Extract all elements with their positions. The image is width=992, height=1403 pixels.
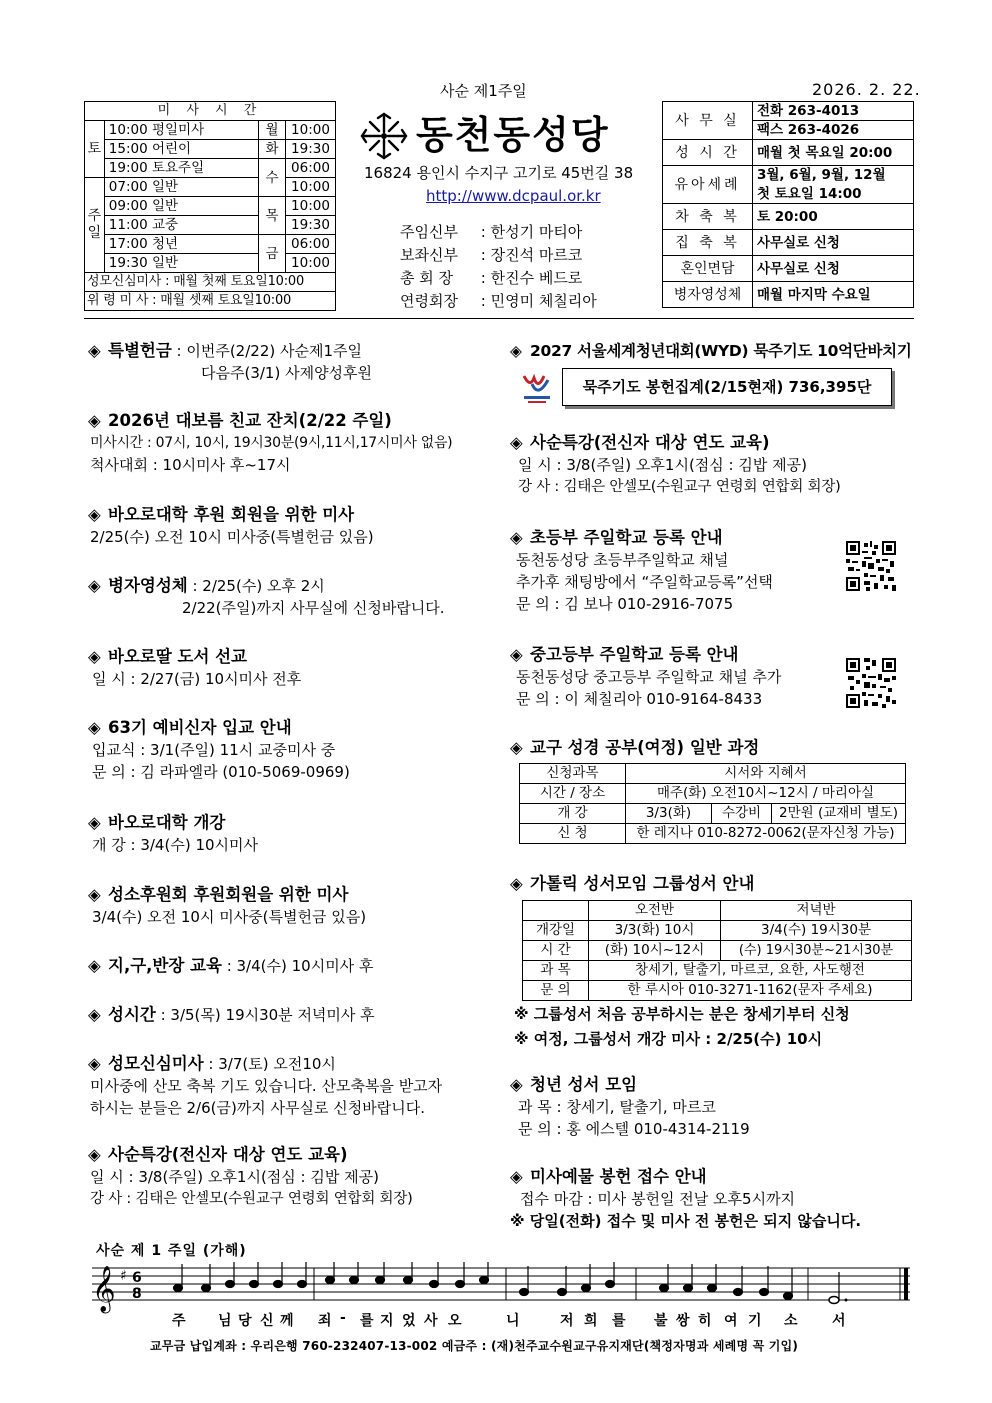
marian-mass-info: 성모신심미사 : 매월 첫째 토요일10:00 <box>85 273 336 292</box>
office-key: 성 시 간 <box>663 140 753 166</box>
table-cell: 한 루시아 010-3271-1162(문자 주세요) <box>589 981 912 1001</box>
diamond-icon: ◈ <box>510 528 523 547</box>
mass-time: 07:00 일반 <box>104 178 258 197</box>
table-cell: 2만원 (교재비 별도) <box>772 804 906 824</box>
weekday-time: 06:00 <box>286 235 336 254</box>
diamond-icon: ◈ <box>510 433 523 452</box>
weekday-time: 10:00 <box>286 178 336 197</box>
diamond-icon: ◈ <box>510 738 523 757</box>
weekday-time: 19:30 <box>286 216 336 235</box>
footer-account-info: 교무금 납입계좌 : 우리은행 760-232407-13-002 예금주 : (재)천주교수원교구유지재단(책정자명과 세례명 꼭 기입) <box>150 1339 799 1353</box>
table-cell: 오전반 <box>589 901 721 921</box>
diamond-icon: ◈ <box>88 1054 101 1073</box>
svg-text:6: 6 <box>132 1270 142 1286</box>
office-value: 사무실로 신청 <box>753 230 914 256</box>
office-phone: 전화 263-4013 <box>753 102 914 121</box>
office-key: 혼인면담 <box>663 256 753 282</box>
treble-clef-icon: 𝄞 <box>92 1266 116 1312</box>
bible-study-table <box>519 763 906 844</box>
notice-elementary-school: ◈ 초등부 주일학교 등록 안내 동천동성당 초등부주일학교 채널 추가후 채팅방에서 “주일학교등록”선택 문 의 : 김 보나 010-2916-7075 <box>510 528 773 613</box>
notice-lenten-lecture-right: ◈ 사순특강(전신자 대상 연도 교육) 일 시 : 3/8(주일) 오후1시(점심 : 김밥 제공) 강 사 : 김태은 안셀모(수원교구 연령회 연합회 회장) <box>510 433 841 495</box>
mass-time: 11:00 교중 <box>104 216 258 235</box>
mass-time: 19:00 토요주일 <box>104 159 258 178</box>
weekday-time: 10:00 <box>286 197 336 216</box>
mass-table-title: 미 사 시 간 <box>85 102 336 121</box>
table-cell: 3/3(화) <box>626 804 712 824</box>
table-cell: 시간 / 장소 <box>520 784 626 804</box>
weekday-label: 수 <box>258 159 285 197</box>
bulletin-date: 2026. 2. 22. <box>812 80 921 99</box>
weekday-label: 금 <box>258 235 285 273</box>
weekday-time: 06:00 <box>286 159 336 178</box>
notice-sick-communion: ◈ 병자영성체 : 2/25(수) 오후 2시 2/22(주일)까지 사무실에 신청바랍니다. <box>88 576 445 617</box>
table-cell: 신청과목 <box>520 764 626 784</box>
table-cell: 시서와 지혜서 <box>626 764 906 784</box>
church-address: 16824 용인시 수지구 고기로 45번길 38 <box>364 164 634 182</box>
office-value: 3월, 6월, 9월, 12월 <box>753 166 914 185</box>
diamond-icon: ◈ <box>88 647 101 666</box>
office-key: 차 축 복 <box>663 204 753 230</box>
notice-vocation-mass: ◈ 성소후원회 후원회원을 위한 미사 3/4(수) 오전 10시 미사중(특별헌금 있음) <box>88 885 367 926</box>
church-website-link[interactable]: http://www.dcpaul.or.kr <box>426 187 601 205</box>
table-cell: 시 간 <box>523 941 589 961</box>
clergy-row: 보좌신부 : 장진석 마르코 <box>400 246 583 264</box>
diamond-icon: ◈ <box>88 576 101 595</box>
table-cell: 매주(화) 오전10시~12시 / 마리아실 <box>626 784 906 804</box>
notice-mass-offering: ◈ 미사예물 봉헌 접수 안내 접수 마감 : 미사 봉헌일 전날 오후5시까지 ※ 당일(전화) 접수 및 미사 전 봉헌은 되지 않습니다. <box>510 1167 862 1230</box>
diamond-icon: ◈ <box>510 1167 523 1186</box>
table-cell: 신 청 <box>520 824 626 844</box>
sunday-label: 주일 <box>85 178 105 273</box>
table-cell: 수강비 <box>712 804 772 824</box>
saturday-label: 토 <box>85 121 105 178</box>
rosary-count-box: 묵주기도 봉헌집계(2/15현재) 736,395단 <box>562 368 892 406</box>
diamond-icon: ◈ <box>510 645 523 664</box>
diamond-icon: ◈ <box>88 1005 101 1024</box>
office-value: 첫 토요일 14:00 <box>753 185 914 204</box>
mass-time: 17:00 청년 <box>104 235 258 254</box>
office-key: 유아세례 <box>663 166 753 204</box>
table-cell: 창세기, 탈출기, 마르코, 요한, 사도행전 <box>589 961 912 981</box>
diamond-icon: ◈ <box>510 874 523 893</box>
weekday-time: 10:00 <box>286 254 336 273</box>
qr-code-icon[interactable] <box>846 541 896 591</box>
table-cell <box>523 901 589 921</box>
table-cell: 저녁반 <box>721 901 912 921</box>
table-cell: 3/3(화) 10시 <box>589 921 721 941</box>
notice-catechumen: ◈ 63기 예비신자 입교 안내 입교식 : 3/1(주일) 11시 교중미사 중 문 의 : 김 라파엘라 (010-5069-0969) <box>88 718 350 781</box>
bible-group-table <box>522 900 912 1001</box>
church-logo-icon <box>356 108 412 164</box>
mass-time: 09:00 일반 <box>104 197 258 216</box>
office-fax: 팩스 263-4026 <box>753 121 914 140</box>
office-value: 매월 마지막 수요일 <box>753 282 914 308</box>
clergy-row: 주임신부 : 한성기 마티아 <box>400 223 583 241</box>
table-cell: (화) 10시~12시 <box>589 941 721 961</box>
notice-youth-bible: ◈ 청년 성서 모임 과 목 : 창세기, 탈출기, 마르코 문 의 : 홍 에스텔 010-4314-2119 <box>510 1075 750 1138</box>
diamond-icon: ◈ <box>88 813 101 832</box>
office-key: 병자영성체 <box>663 282 753 308</box>
weekday-label: 월 <box>258 121 285 140</box>
qr-code-icon[interactable] <box>846 658 896 708</box>
weekday-time: 19:30 <box>286 140 336 159</box>
office-value: 토 20:00 <box>753 204 914 230</box>
wyd-logo-icon <box>520 370 554 408</box>
diamond-icon: ◈ <box>88 505 101 524</box>
week-label: 사순 제1주일 <box>440 82 527 100</box>
table-cell: 개강일 <box>523 921 589 941</box>
office-value: 매월 첫 목요일 20:00 <box>753 140 914 166</box>
notice-leader-education: ◈ 지,구,반장 교육 : 3/4(수) 10시미사 후 <box>88 956 374 975</box>
notice-festival: ◈ 2026년 대보름 친교 잔치(2/22 주일) 미사시간 : 07시, 10시, 19시30분(9시,11시,17시미사 없음) 척사대회 : 10시미사 후~17시 <box>88 411 453 474</box>
bible-group-notes: ※ 그룹성서 처음 공부하시는 분은 창세기부터 신청 ※ 여정, 그룹성서 개강 미사 : 2/25(수) 10시 <box>514 1005 850 1048</box>
mass-time: 10:00 평일미사 <box>104 121 258 140</box>
notice-wyd-rosary: ◈ 2027 서울세계청년대회(WYD) 묵주기도 10억단바치기 <box>510 342 912 360</box>
diamond-icon: ◈ <box>510 1075 523 1094</box>
requiem-mass-info: 위 령 미 사 : 매월 셋째 토요일10:00 <box>85 292 336 311</box>
notice-bible-study: ◈ 교구 성경 공부(여정) 일반 과정 <box>510 738 760 757</box>
weekday-label: 화 <box>258 140 285 159</box>
office-value: 사무실로 신청 <box>753 256 914 282</box>
table-cell: 3/4(수) 19시30분 <box>721 921 912 941</box>
table-cell: (수) 19시30분~21시30분 <box>721 941 912 961</box>
diamond-icon: ◈ <box>88 1145 101 1164</box>
notice-bible-group: ◈ 가톨릭 성서모임 그룹성서 안내 <box>510 874 755 893</box>
table-cell: 과 목 <box>523 961 589 981</box>
clergy-row: 연령회장 : 민영미 체칠리아 <box>400 292 597 310</box>
diamond-icon: ◈ <box>510 342 522 360</box>
diamond-icon: ◈ <box>88 956 101 975</box>
mass-time: 15:00 어린이 <box>104 140 258 159</box>
office-info-table <box>662 101 914 308</box>
church-name: 동천동성당 <box>416 113 610 157</box>
diamond-icon: ◈ <box>88 885 101 904</box>
table-cell: 한 레지나 010-8272-0062(문자신청 가능) <box>626 824 906 844</box>
office-key: 사 무 실 <box>663 102 753 140</box>
hymn-title: 사순 제 1 주일 (가해) <box>96 1243 247 1259</box>
notice-holy-hour: ◈ 성시간 : 3/5(목) 19시30분 저녁미사 후 <box>88 1005 375 1024</box>
notice-lenten-lecture-left: ◈ 사순특강(전신자 대상 연도 교육) 일 시 : 3/8(주일) 오후1시(점심 : 김밥 제공) 강 사 : 김태은 안셀모(수원교구 연령회 연합회 회장) <box>88 1145 413 1207</box>
table-cell: 문 의 <box>523 981 589 1001</box>
clergy-row: 총 회 장 : 한진수 베드로 <box>400 269 583 287</box>
weekday-label: 목 <box>258 197 285 235</box>
diamond-icon: ◈ <box>88 341 101 360</box>
diamond-icon: ◈ <box>88 411 101 430</box>
clergy-list <box>400 221 597 313</box>
notice-marian-mass: ◈ 성모신심미사 : 3/7(토) 오전10시 미사중에 산모 축복 기도 있습니다. 산모축복을 받고자 하시는 분들은 2/6(금)까지 사무실로 신청바랍니다. <box>88 1054 443 1117</box>
notice-youth-school: ◈ 중고등부 주일학교 등록 안내 동천동성당 중고등부 주일학교 채널 추가 문 의 : 이 체칠리아 010-9164-8433 <box>510 645 782 708</box>
table-cell: 개 강 <box>520 804 626 824</box>
office-key: 집 축 복 <box>663 230 753 256</box>
svg-text:8: 8 <box>132 1286 142 1302</box>
mass-time: 19:30 일반 <box>104 254 258 273</box>
diamond-icon: ◈ <box>88 718 101 737</box>
notice-special-offering: ◈ 특별헌금 : 이번주(2/22) 사순제1주일 다음주(3/1) 사제양성후원 <box>88 341 373 382</box>
notice-book-mission: ◈ 바오로딸 도서 선교 일 시 : 2/27(금) 10시미사 전후 <box>88 647 302 688</box>
notice-paul-univ-mass: ◈ 바오로대학 후원 회원을 위한 미사 2/25(수) 오전 10시 미사중(특별헌금 있음) <box>88 505 374 546</box>
notice-paul-univ-opening: ◈ 바오로대학 개강 개 강 : 3/4(수) 10시미사 <box>88 813 258 854</box>
header-divider <box>84 318 914 319</box>
mass-times-table <box>84 101 336 311</box>
sharp-icon: ♯ <box>120 1268 127 1284</box>
weekday-time: 10:00 <box>286 121 336 140</box>
